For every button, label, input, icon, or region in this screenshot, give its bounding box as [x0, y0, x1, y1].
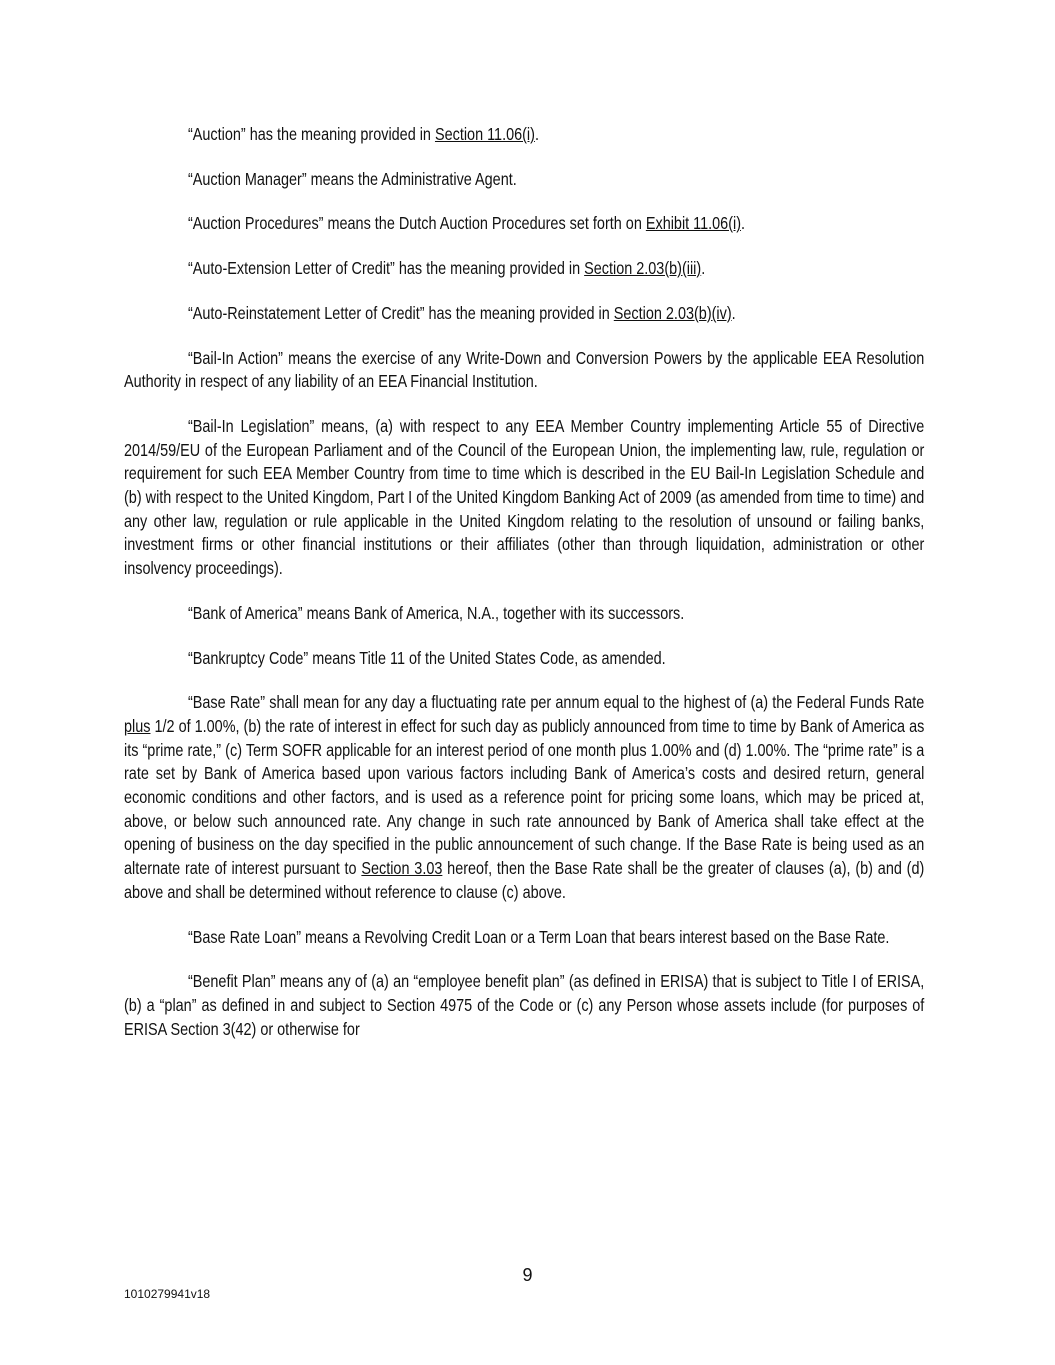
cross-reference: Section 2.03(b)(iv) — [613, 302, 732, 323]
definition-paragraph — [124, 168, 924, 192]
paragraph-text: “Auto-Extension Letter of Credit” has the meaning provided in — [187, 258, 585, 279]
definition-paragraph — [124, 212, 924, 236]
paragraph-text: “Base Rate” shall mean for any day a fluctuating rate per annum equal to the highest of (a) the Federal Funds Rate — [187, 692, 925, 713]
definition-paragraph — [124, 647, 924, 671]
definition-paragraph — [124, 347, 924, 394]
cross-reference: plus — [124, 715, 151, 736]
paragraph-text: 1/2 of 1.00%, (b) the rate of interest in effect for such day as publicly announced from time to time by Bank of America as its “prime rate,” (c) Term SOFR applicable for an interest period of one month plus 1.00% and (d) 1.00%. The “prime rate” is a rate set by Bank of America based upon various factors including Bank of America’s costs and desired return, general economic conditions and other factors, and is used as a reference point for pricing some loans, which may be priced at, above, or below such announced rate. Any change in such rate announced by Bank of America shall take effect at the opening of business on the day specified in the public announcement of such change. If the Base Rate is being used as an alternate rate of interest pursuant to — [124, 715, 925, 879]
paragraph-text: “Bail-In Action” means the exercise of any Write-Down and Conversion Powers by the applicable EEA Resolution Authority in respect of any liability of an EEA Financial Institution. — [124, 347, 925, 392]
definition-paragraph — [124, 926, 924, 950]
paragraph-text: . — [731, 302, 736, 323]
definition-paragraph — [124, 257, 924, 281]
paragraph-text: “Auto-Reinstatement Letter of Credit” has the meaning provided in — [187, 302, 614, 323]
cross-reference: Exhibit 11.06(i) — [645, 213, 742, 234]
definition-paragraph — [124, 123, 924, 147]
document-body — [124, 123, 924, 1062]
paragraph-text: hereof, then the Base Rate shall be the greater of clauses (a), (b) and (d) above and shall be determined without reference to clause (c) above. — [124, 858, 925, 902]
paragraph-text: “Auction Manager” means the Administrative Agent. — [187, 168, 517, 189]
paragraph-text: “Bail-In Legislation” means, (a) with respect to any EEA Member Country implementing Article 55 of Directive 2014/59/EU of the European Parliament and of the Council of the European Union, the implementing law, rule, regulation or requirement for such EEA Member Country from time to time which is described in the EU Bail-In Legislation Schedule and (b) with respect to the United Kingdom, Part I of the United Kingdom Banking Act of 2009 (as amended from time to time) and any other law, regulation or rule applicable in the United Kingdom relating to the resolution of unsound or failing banks, investment firms or other financial institutions or their affiliates (other than through liquidation, administration or other insolvency proceedings). — [124, 415, 925, 579]
definition-paragraph — [124, 602, 924, 626]
paragraph-text: “Auction” has the meaning provided in — [187, 124, 435, 144]
paragraph-text: “Benefit Plan” means any of (a) an “employee benefit plan” (as defined in ERISA) that is subject to Title I of ERISA, (b) a “plan” as defined in and subject to Section 4975 of the Code or (c) any Person whose assets include (for purposes of ERISA Section 3(42) or otherwise for — [124, 971, 925, 1039]
cross-reference: Section 3.03 — [361, 858, 443, 879]
paragraph-text: . — [534, 124, 539, 144]
paragraph-text: . — [741, 213, 746, 234]
paragraph-text: “Base Rate Loan” means a Revolving Credit Loan or a Term Loan that bears interest based on the Base Rate. — [187, 926, 890, 947]
paragraph-text: “Bank of America” means Bank of America, N.A., together with its successors. — [187, 602, 685, 623]
cross-reference: Section 2.03(b)(iii) — [584, 258, 702, 279]
document-id: 1010279941v18 — [124, 1287, 211, 1301]
cross-reference: Section 11.06(i) — [434, 124, 535, 144]
paragraph-text: “Auction Procedures” means the Dutch Auction Procedures set forth on — [187, 213, 646, 234]
definition-paragraph — [124, 970, 924, 1041]
page-number: 9 — [522, 1265, 533, 1285]
definition-paragraph — [124, 415, 924, 581]
paragraph-text: . — [701, 258, 706, 279]
definition-paragraph — [124, 302, 924, 326]
paragraph-text: “Bankruptcy Code” means Title 11 of the United States Code, as amended. — [187, 647, 666, 668]
definition-paragraph — [124, 691, 924, 904]
